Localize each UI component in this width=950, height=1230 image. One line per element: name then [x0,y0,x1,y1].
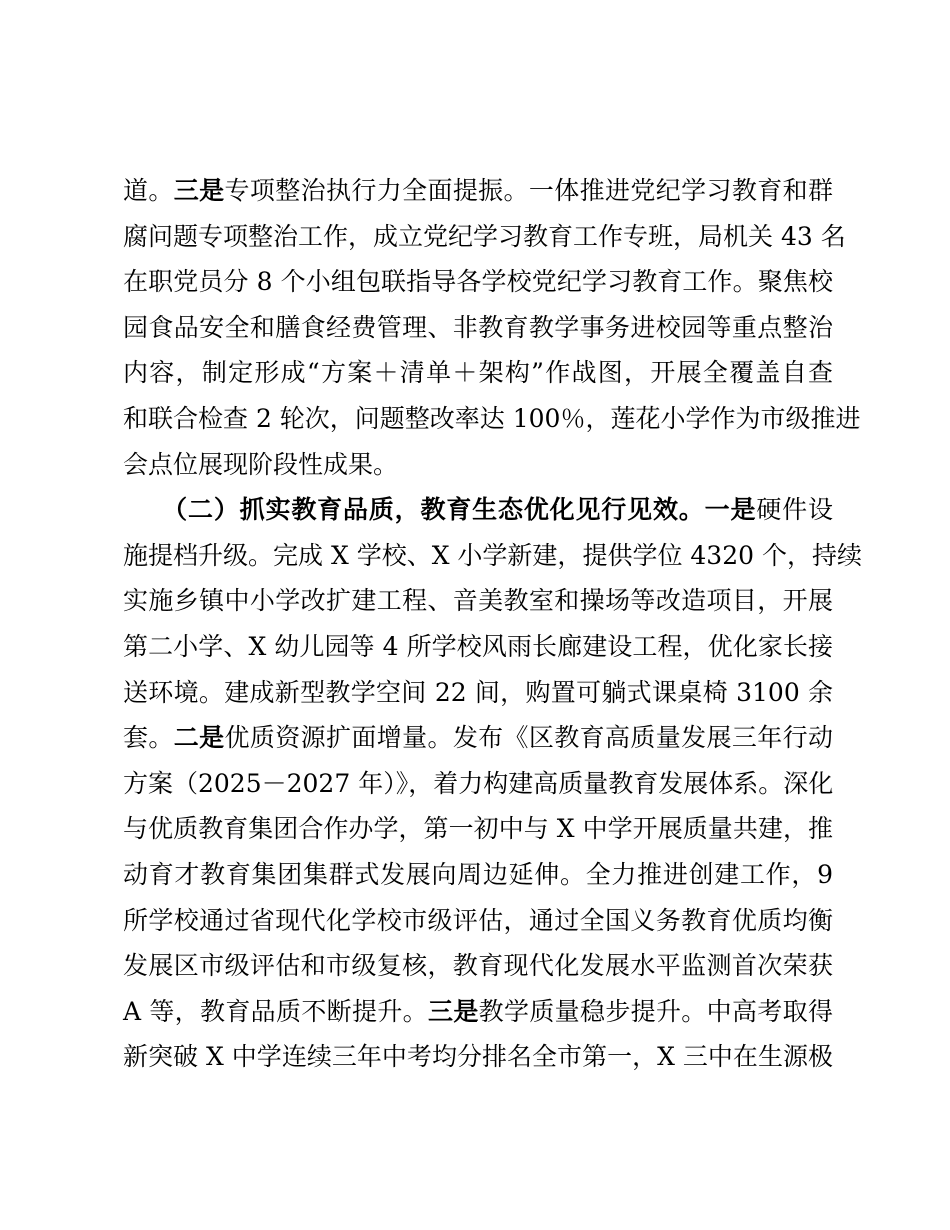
text-line [123,578,833,624]
text-run: 道。 [123,176,174,205]
text-line [123,624,833,670]
text-line [123,898,833,944]
text-run: 方案（2025－2027 年）》，着力构建高质量教育发展体系。深化 [123,768,834,798]
text-line [123,259,833,305]
bold-text-run: （二）抓实教育品质，教育生态优化见行见效。一是 [174,495,757,525]
text-run: 专项整治执行力全面提振。一体推进党纪学习教育和群 [224,176,833,205]
text-line [123,715,833,761]
text-run: 第二小学、X 幼儿园等 4 所学校风雨长廊建设工程，优化家长接 [123,631,833,661]
text-run: 教学质量稳步提升。中高考取得 [478,996,833,1026]
text-line [123,487,833,533]
text-line [123,350,833,396]
text-run: 腐问题专项整治工作，成立党纪学习教育工作专班，局机关 43 名 [123,221,846,251]
text-run: 硬件设 [756,495,833,525]
text-run: 和联合检查 2 轮次，问题整改率达 100％，莲花小学作为市级推进 [123,403,861,433]
bold-text-run: 三是 [173,176,225,205]
text-line [123,168,833,214]
text-run: 内容，制定形成“方案＋清单＋架构”作战图，开展全覆盖自查 [123,358,833,388]
text-run: 动育才教育集团集群式发展向周边延伸。全力推进创建工作，9 [123,859,833,889]
text-run: 所学校通过省现代化学校市级评估，通过全国义务教育优质均衡 [123,905,833,935]
text-line [123,852,833,898]
text-run: 送环境。建成新型教学空间 22 间，购置可躺式课桌椅 3100 余 [123,677,833,707]
text-run: 施提档升级。完成 X 学校、X 小学新建，提供学位 4320 个，持续 [123,540,862,570]
text-run: 发展区市级评估和市级复核，教育现代化发展水平监测首次荣获 [123,951,833,981]
text-line [123,442,833,488]
text-run: 与优质教育集团合作办学，第一初中与 X 中学开展质量共建，推 [123,814,833,844]
text-line [123,670,833,716]
text-run [123,495,175,524]
text-line [123,396,861,442]
text-line [123,305,833,351]
text-line [123,533,862,579]
text-run: 优质资源扩面增量。发布《区教育高质量发展三年行动 [224,723,833,753]
text-line [123,989,833,1035]
text-line [123,214,846,260]
body-text [123,168,862,1080]
text-line [123,1034,833,1080]
bold-text-run: 三是 [427,996,479,1026]
text-line [123,761,833,807]
text-run: 新突破 X 中学连续三年中考均分排名全市第一，X 三中在生源极 [123,1042,833,1072]
text-run: 园食品安全和膳食经费管理、非教育教学事务进校园等重点整治 [123,312,833,342]
text-run: 实施乡镇中小学改扩建工程、音美教室和操场等改造项目，开展 [123,586,833,616]
bold-text-run: 二是 [173,723,225,753]
text-run: A 等，教育品质不断提升。 [123,996,428,1026]
text-run: 在职党员分 8 个小组包联指导各学校党纪学习教育工作。聚焦校 [123,267,833,297]
text-run: 套。 [123,723,174,753]
text-line [123,943,833,989]
text-run: 会点位展现阶段性成果。 [123,449,399,479]
text-line [123,806,833,852]
